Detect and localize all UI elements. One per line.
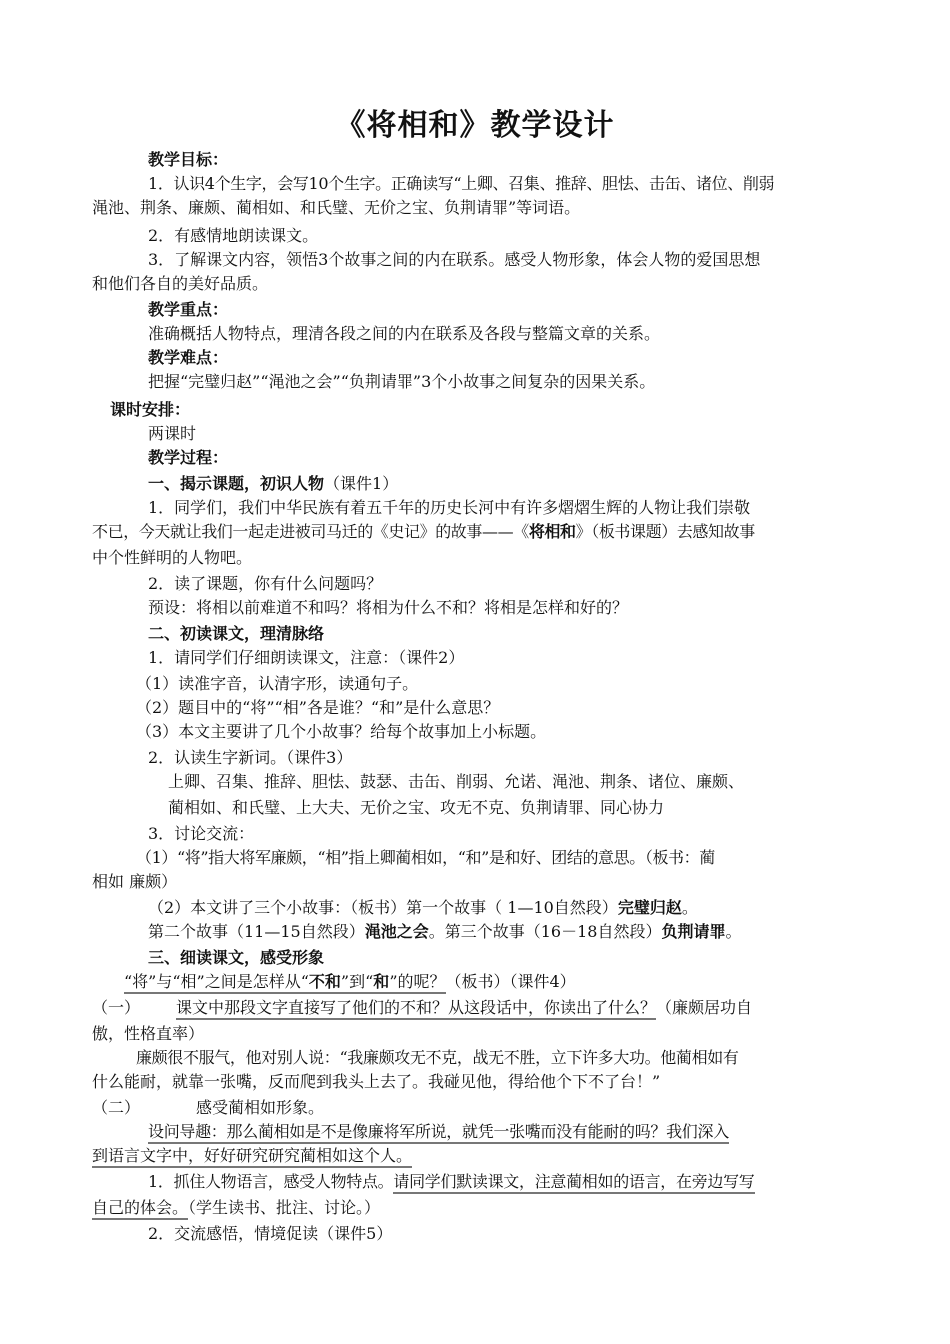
text-line: （二） xyxy=(92,1098,141,1117)
text-line: 2．读了课题，你有什么问题吗？ xyxy=(148,574,383,593)
text-line: 中个性鲜明的人物吧。 xyxy=(92,548,253,567)
text-line: 3．了解课文内容，领悟3个故事之间的内在联系。感受人物形象，体会人物的爱国思想 xyxy=(148,250,761,269)
section-heading-process: 教学过程： xyxy=(148,448,229,467)
text-line: 第二个故事（11—15自然段）渑池之会。第三个故事（16－18自然段）负荆请罪。 xyxy=(148,922,742,941)
text-line: 2．有感情地朗读课文。 xyxy=(148,226,319,245)
text-line: 1．请同学们仔细朗读课文，注意：（课件2） xyxy=(148,648,465,667)
text-line: （1）“将”指大将军廉颇，“相”指上卿蔺相如，“和”是和好、团结的意思。（板书：蔺 xyxy=(136,848,715,867)
text-line: 什么能耐，就靠一张嘴，反而爬到我头上去了。我碰见他，得给他个下不了台！” xyxy=(92,1072,661,1091)
text-line: 傲，性格直率） xyxy=(92,1024,205,1043)
text-line: 感受蔺相如形象。 xyxy=(196,1098,325,1117)
text-line: 上卿、召集、推辞、胆怯、鼓瑟、击缶、削弱、允诺、渑池、荆条、诸位、廉颇、 xyxy=(168,772,745,791)
text-line: 廉颇很不服气，他对别人说：“我廉颇攻无不克，战无不胜，立下许多大功。他蔺相如有 xyxy=(136,1048,739,1067)
section-heading-objectives: 教学目标： xyxy=(148,150,229,169)
section-title: 一、揭示课题，初识人物 xyxy=(148,474,325,493)
text-line: 相如 廉颇） xyxy=(92,872,178,891)
text-line: 不已，今天就让我们一起走进被司马迁的《史记》的故事——《将相和》（板书课题）去感知故事 xyxy=(92,522,755,541)
text-line: 3．讨论交流： xyxy=(148,824,255,843)
section-heading-focus: 教学重点： xyxy=(148,300,229,319)
text-line: （1）读准字音，认清字形，读通句子。 xyxy=(136,674,419,693)
text-line: 准确概括人物特点，理清各段之间的内在联系及各段与整篇文章的关系。 xyxy=(148,324,661,343)
text-line: 和他们各自的美好品质。 xyxy=(92,274,269,293)
text-line: 自己的体会。（学生读书、批注、讨论。） xyxy=(92,1196,380,1220)
text-line: “将”与“相”之间是怎样从“不和”到“和”的呢？（板书）（课件4） xyxy=(124,970,576,994)
text-line: 设问导趣：那么蔺相如是不是像廉将军所说，就凭一张嘴而没有能耐的吗？我们深入 xyxy=(148,1120,729,1144)
text-line: 2．认读生字新词。（课件3） xyxy=(148,748,353,767)
text-line: （2）本文讲了三个小故事：（板书）第一个故事（ 1—10自然段）完璧归赵。 xyxy=(148,898,698,917)
section-heading-difficulty: 教学难点： xyxy=(148,348,229,367)
text-line: 到语言文字中，好好研究研究蔺相如这个人。 xyxy=(92,1144,412,1168)
text-line: （2）题目中的“将”“相”各是谁？“和”是什么意思？ xyxy=(136,698,500,717)
section-title: 二、初读课文，理清脉络 xyxy=(148,624,325,643)
document-title: 《将相和》教学设计 xyxy=(335,108,615,143)
text-line: 渑池、荆条、廉颇、蔺相如、和氏璧、无价之宝、负荆请罪”等词语。 xyxy=(92,198,581,217)
text-line: 两课时 xyxy=(148,424,197,443)
text-line: 2．交流感悟，情境促读（课件5） xyxy=(148,1224,393,1243)
text-line: 1．抓住人物语言，感受人物特点。请同学们默读课文，注意蔺相如的语言，在旁边写写 xyxy=(148,1170,755,1194)
text-line: 预设：将相以前难道不和吗？将相为什么不和？将相是怎样和好的？ xyxy=(148,598,629,617)
text-line: 把握“完璧归赵”“渑池之会”“负荆请罪”3个小故事之间复杂的因果关系。 xyxy=(148,372,656,391)
text-line: 1．同学们，我们中华民族有着五千年的历史长河中有许多熠熠生辉的人物让我们崇敬 xyxy=(148,498,751,517)
text-line: （3）本文主要讲了几个小故事？给每个故事加上小标题。 xyxy=(136,722,547,741)
section-title: 三、细读课文，感受形象 xyxy=(148,948,325,967)
text-line: 一、揭示课题，初识人物（课件1） xyxy=(148,474,399,493)
section-heading-schedule: 课时安排： xyxy=(110,400,191,419)
text-line: 蔺相如、和氏璧、上大夫、无价之宝、攻无不克、负荆请罪、同心协力 xyxy=(168,798,665,817)
text-line: （一） xyxy=(92,998,141,1017)
text-line: 1．认识4个生字，会写10个生字。正确读写“上卿、召集、推辞、胆怯、击缶、诸位、削弱 xyxy=(148,174,775,193)
text-line: 课文中那段文字直接写了他们的不和？从这段话中，你读出了什么？（廉颇居功自 xyxy=(176,996,752,1020)
